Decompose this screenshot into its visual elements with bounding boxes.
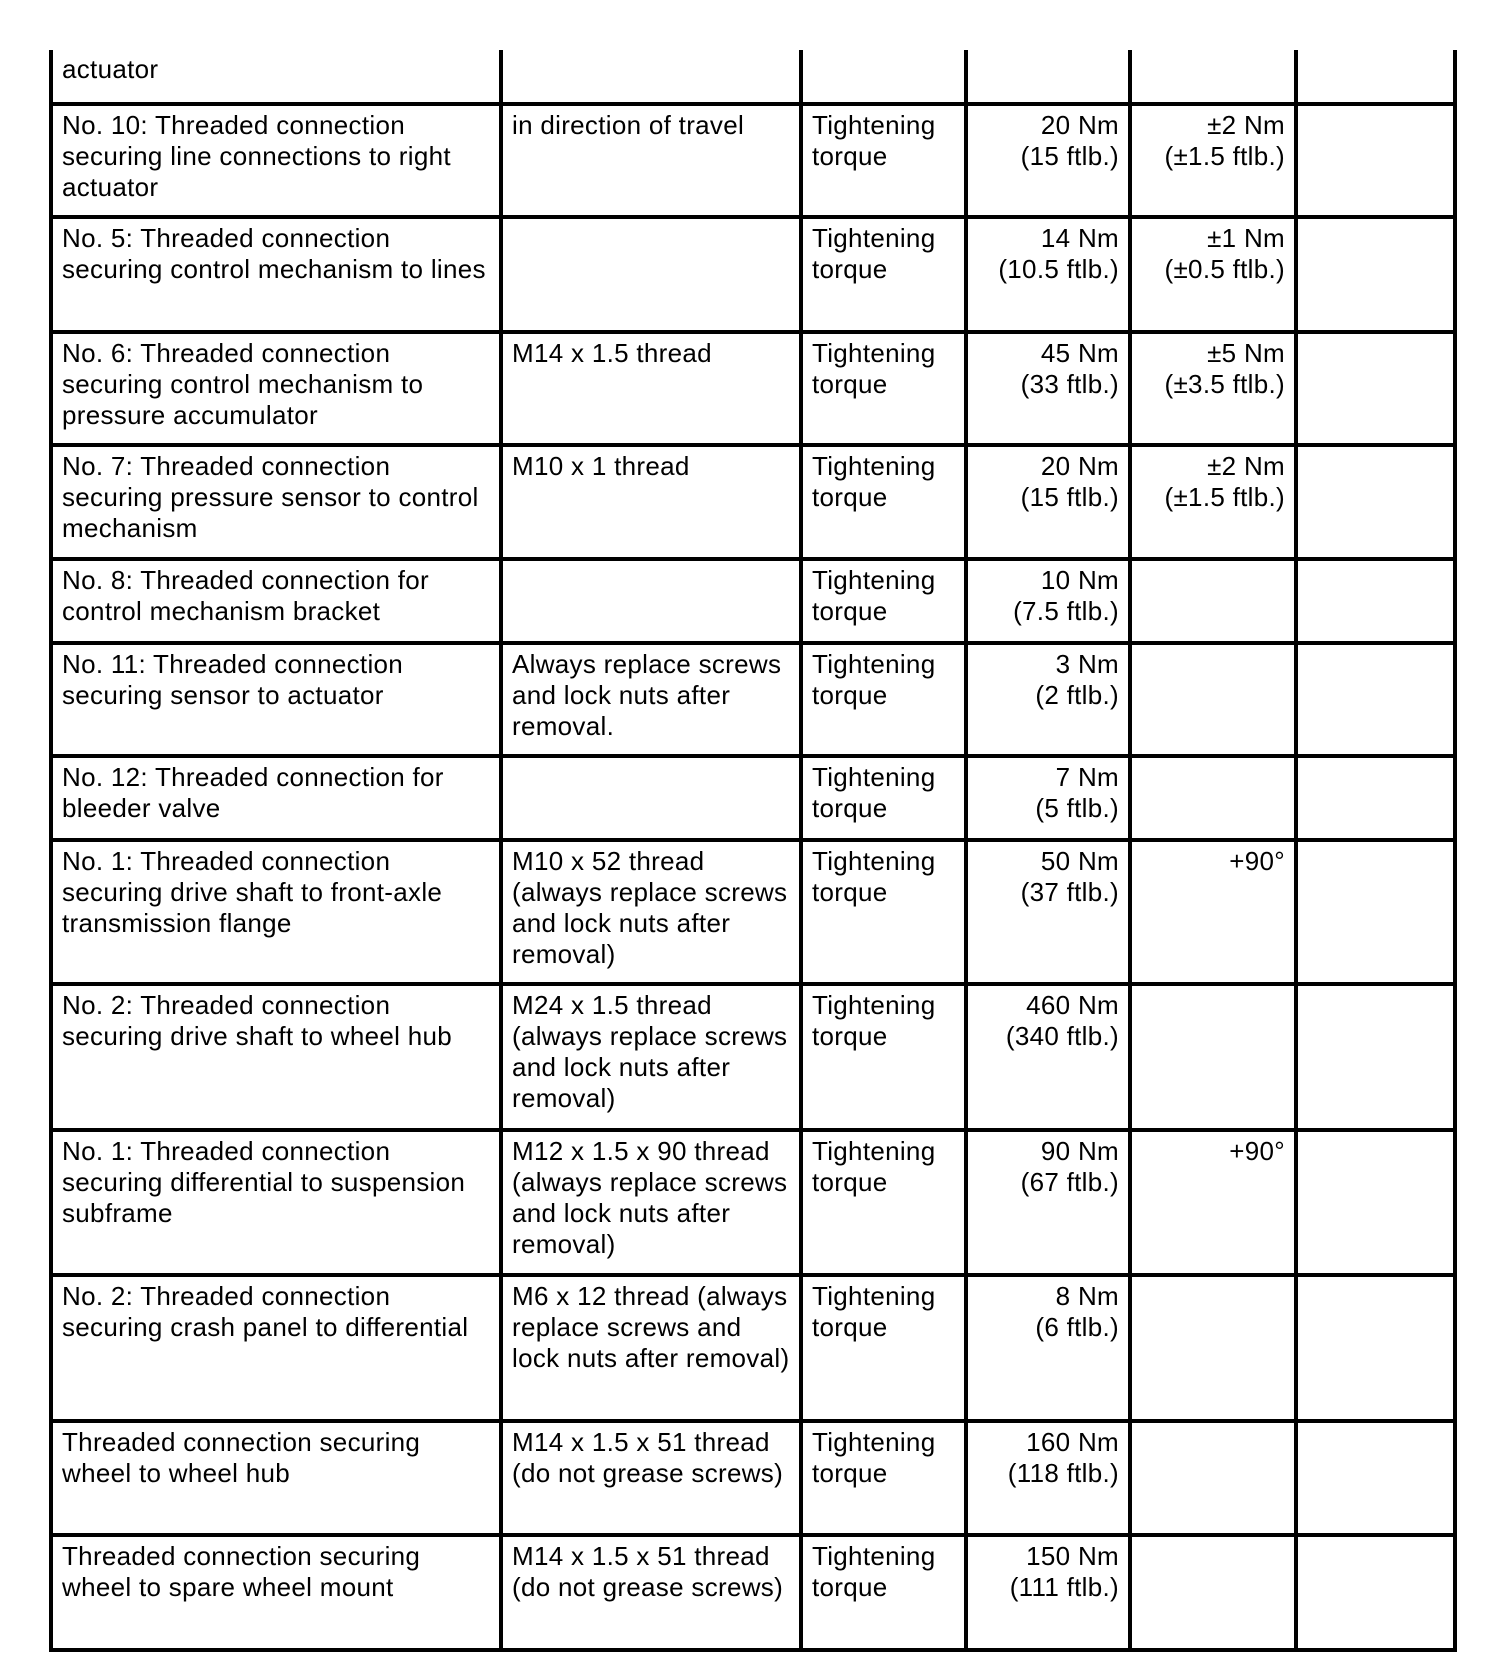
tolerance-cell: [1130, 559, 1296, 643]
item-cell: actuator: [51, 50, 501, 104]
value-cell: [966, 50, 1130, 104]
extra-cell: [1296, 217, 1455, 332]
note-cell: M14 x 1.5 thread: [501, 332, 801, 445]
tolerance-cell: +90°: [1130, 840, 1296, 984]
table-row: [51, 50, 1455, 104]
tolerance-cell: [1130, 756, 1296, 840]
type-cell: Tightening torque: [801, 643, 966, 756]
extra-cell: [1296, 50, 1455, 104]
item-cell: No. 8: Threaded connection for control mechanism bracket: [51, 559, 501, 643]
value-cell: 460 Nm (340 ftlb.): [966, 984, 1130, 1130]
extra-cell: [1296, 1275, 1455, 1421]
type-cell: Tightening torque: [801, 445, 966, 559]
extra-cell: [1296, 559, 1455, 643]
item-cell: No. 2: Threaded connection securing crash panel to differential: [51, 1275, 501, 1421]
type-cell: [801, 50, 966, 104]
table-row: [51, 1535, 1455, 1650]
item-cell: No. 1: Threaded connection securing drive shaft to front-axle transmission flange: [51, 840, 501, 984]
table-row: [51, 104, 1455, 217]
note-cell: [501, 50, 801, 104]
type-cell: Tightening torque: [801, 104, 966, 217]
extra-cell: [1296, 445, 1455, 559]
table-row: [51, 332, 1455, 445]
value-cell: 20 Nm (15 ftlb.): [966, 104, 1130, 217]
tolerance-cell: [1130, 1535, 1296, 1650]
type-cell: Tightening torque: [801, 1421, 966, 1535]
extra-cell: [1296, 1421, 1455, 1535]
type-cell: Tightening torque: [801, 559, 966, 643]
table-row: [51, 643, 1455, 756]
item-cell: No. 12: Threaded connection for bleeder valve: [51, 756, 501, 840]
table-row: [51, 840, 1455, 984]
note-cell: [501, 756, 801, 840]
extra-cell: [1296, 1130, 1455, 1275]
item-cell: Threaded connection securing wheel to spare wheel mount: [51, 1535, 501, 1650]
tolerance-cell: ±1 Nm (±0.5 ftlb.): [1130, 217, 1296, 332]
item-cell: No. 11: Threaded connection securing sensor to actuator: [51, 643, 501, 756]
value-cell: 14 Nm (10.5 ftlb.): [966, 217, 1130, 332]
note-cell: M6 x 12 thread (always replace screws and lock nuts after removal): [501, 1275, 801, 1421]
note-cell: M12 x 1.5 x 90 thread (always replace screws and lock nuts after removal): [501, 1130, 801, 1275]
tolerance-cell: [1130, 1421, 1296, 1535]
type-cell: Tightening torque: [801, 840, 966, 984]
note-cell: [501, 559, 801, 643]
type-cell: Tightening torque: [801, 756, 966, 840]
item-cell: No. 5: Threaded connection securing control mechanism to lines: [51, 217, 501, 332]
value-cell: 45 Nm (33 ftlb.): [966, 332, 1130, 445]
tolerance-cell: [1130, 1275, 1296, 1421]
tolerance-cell: ±5 Nm (±3.5 ftlb.): [1130, 332, 1296, 445]
type-cell: Tightening torque: [801, 1275, 966, 1421]
table-row: [51, 1275, 1455, 1421]
value-cell: 8 Nm (6 ftlb.): [966, 1275, 1130, 1421]
extra-cell: [1296, 643, 1455, 756]
note-cell: in direction of travel: [501, 104, 801, 217]
value-cell: 20 Nm (15 ftlb.): [966, 445, 1130, 559]
extra-cell: [1296, 840, 1455, 984]
table-row: [51, 217, 1455, 332]
value-cell: 160 Nm (118 ftlb.): [966, 1421, 1130, 1535]
value-cell: 7 Nm (5 ftlb.): [966, 756, 1130, 840]
type-cell: Tightening torque: [801, 984, 966, 1130]
type-cell: Tightening torque: [801, 1130, 966, 1275]
item-cell: No. 7: Threaded connection securing pressure sensor to control mechanism: [51, 445, 501, 559]
value-cell: 3 Nm (2 ftlb.): [966, 643, 1130, 756]
value-cell: 50 Nm (37 ftlb.): [966, 840, 1130, 984]
table-row: [51, 1130, 1455, 1275]
tolerance-cell: [1130, 984, 1296, 1130]
note-cell: M10 x 52 thread (always replace screws and lock nuts after removal): [501, 840, 801, 984]
value-cell: 150 Nm (111 ftlb.): [966, 1535, 1130, 1650]
note-cell: [501, 217, 801, 332]
table-row: [51, 445, 1455, 559]
note-cell: M10 x 1 thread: [501, 445, 801, 559]
type-cell: Tightening torque: [801, 1535, 966, 1650]
table-row: [51, 559, 1455, 643]
note-cell: M14 x 1.5 x 51 thread (do not grease screws): [501, 1535, 801, 1650]
type-cell: Tightening torque: [801, 217, 966, 332]
value-cell: 90 Nm (67 ftlb.): [966, 1130, 1130, 1275]
item-cell: No. 6: Threaded connection securing control mechanism to pressure accumulator: [51, 332, 501, 445]
note-cell: M14 x 1.5 x 51 thread (do not grease screws): [501, 1421, 801, 1535]
item-cell: No. 1: Threaded connection securing differential to suspension subframe: [51, 1130, 501, 1275]
value-cell: 10 Nm (7.5 ftlb.): [966, 559, 1130, 643]
tolerance-cell: +90°: [1130, 1130, 1296, 1275]
extra-cell: [1296, 104, 1455, 217]
table-row: [51, 1421, 1455, 1535]
item-cell: No. 10: Threaded connection securing line connections to right actuator: [51, 104, 501, 217]
table-row: [51, 984, 1455, 1130]
extra-cell: [1296, 756, 1455, 840]
extra-cell: [1296, 984, 1455, 1130]
note-cell: M24 x 1.5 thread (always replace screws and lock nuts after removal): [501, 984, 801, 1130]
item-cell: No. 2: Threaded connection securing drive shaft to wheel hub: [51, 984, 501, 1130]
tolerance-cell: ±2 Nm (±1.5 ftlb.): [1130, 445, 1296, 559]
item-cell: Threaded connection securing wheel to wheel hub: [51, 1421, 501, 1535]
extra-cell: [1296, 332, 1455, 445]
table-row: [51, 756, 1455, 840]
torque-spec-table: [49, 50, 1457, 1652]
tolerance-cell: [1130, 50, 1296, 104]
note-cell: Always replace screws and lock nuts after removal.: [501, 643, 801, 756]
tolerance-cell: ±2 Nm (±1.5 ftlb.): [1130, 104, 1296, 217]
extra-cell: [1296, 1535, 1455, 1650]
type-cell: Tightening torque: [801, 332, 966, 445]
tolerance-cell: [1130, 643, 1296, 756]
